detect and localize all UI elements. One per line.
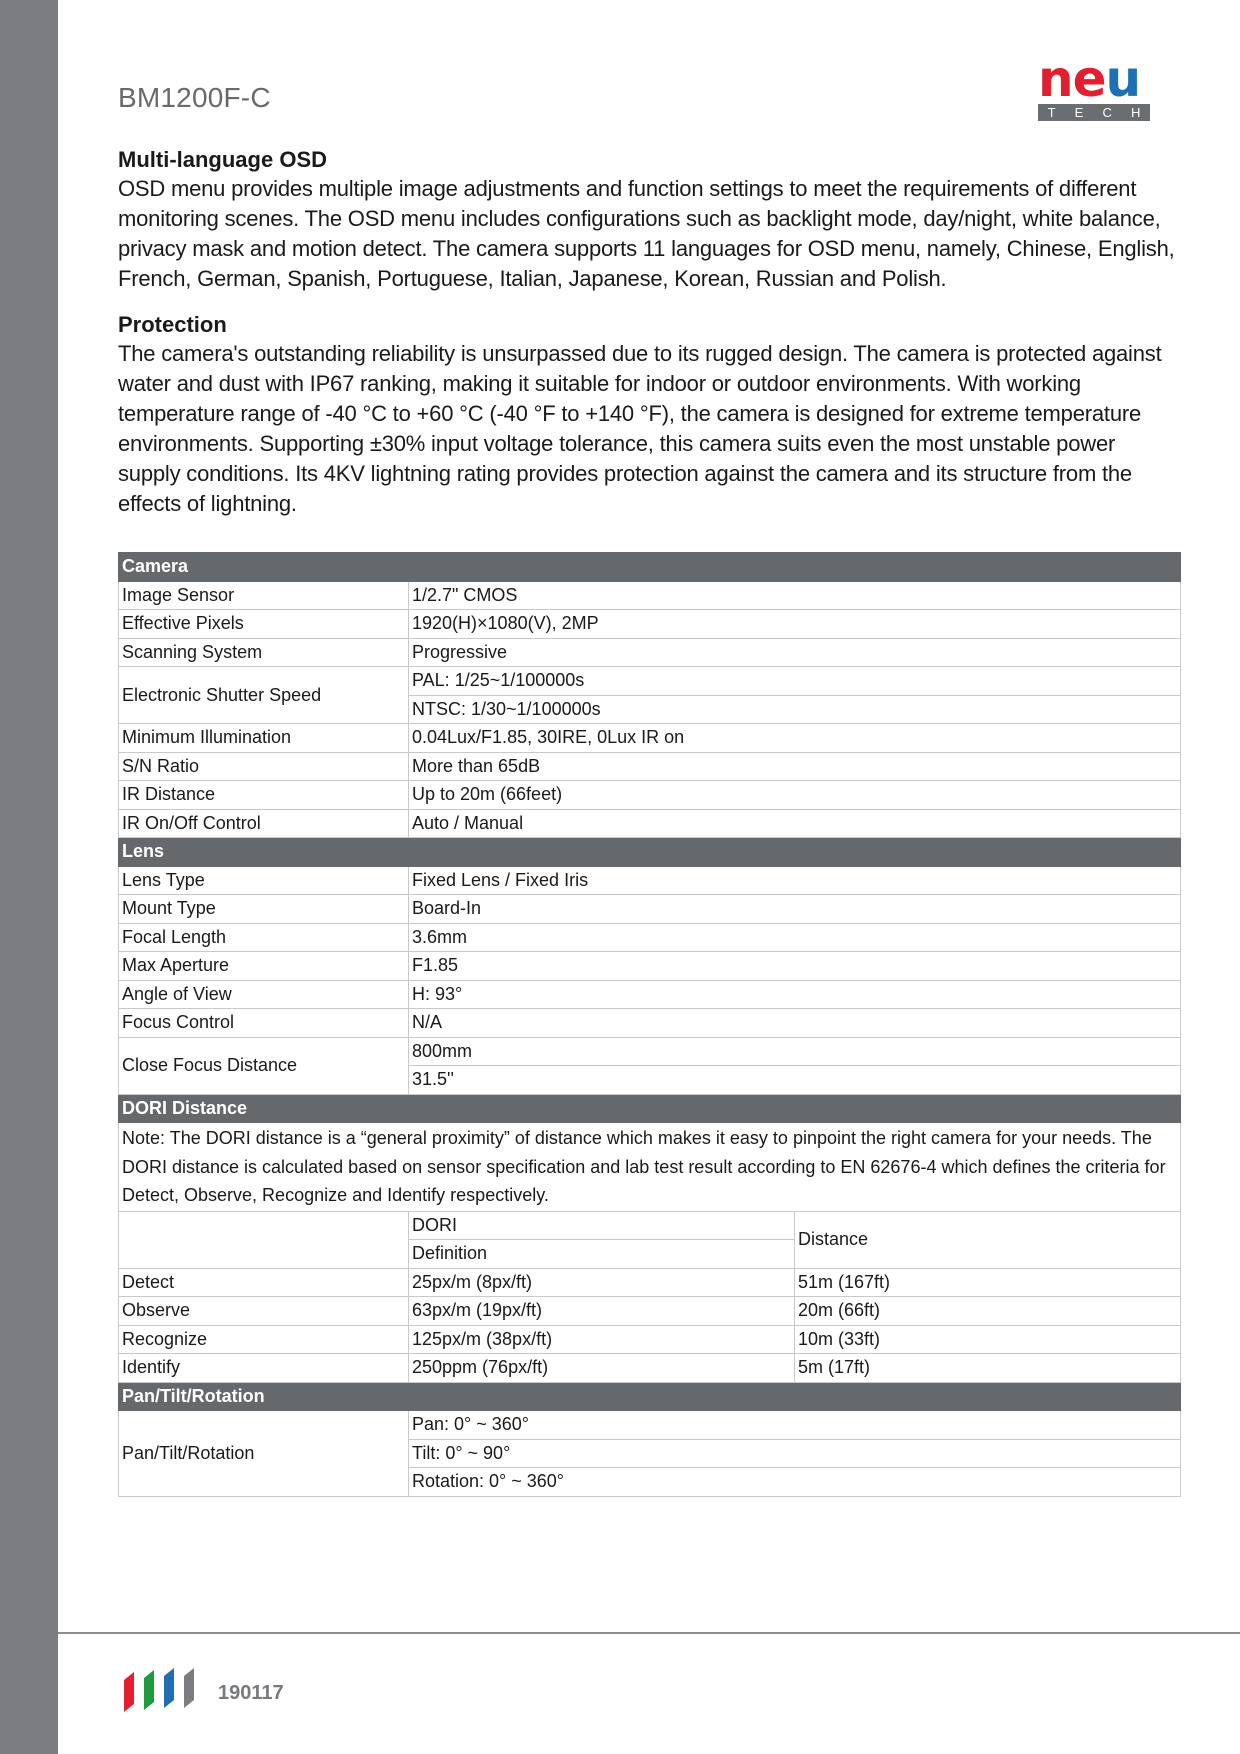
section-header-row bbox=[119, 838, 1181, 867]
spec-row bbox=[119, 610, 1181, 639]
spec-row bbox=[119, 752, 1181, 781]
spec-label: Scanning System bbox=[119, 638, 409, 667]
spec-label: Pan/Tilt/Rotation bbox=[119, 1411, 409, 1497]
spec-value: Auto / Manual bbox=[409, 809, 1181, 838]
dori-level: Recognize bbox=[119, 1325, 409, 1354]
dori-distance: 51m (167ft) bbox=[795, 1268, 1181, 1297]
spec-value: Pan: 0° ~ 360° bbox=[409, 1411, 1181, 1440]
dori-header-row bbox=[119, 1211, 1181, 1240]
section-header-row bbox=[119, 1094, 1181, 1123]
spec-row bbox=[119, 581, 1181, 610]
spec-row bbox=[119, 781, 1181, 810]
logo-stripe-grey bbox=[184, 1668, 194, 1708]
dori-note-row bbox=[119, 1123, 1181, 1212]
logo-stripe-blue bbox=[164, 1668, 174, 1708]
spec-value: Tilt: 0° ~ 90° bbox=[409, 1439, 1181, 1468]
spec-value: Fixed Lens / Fixed Iris bbox=[409, 866, 1181, 895]
spec-value: 800mm bbox=[409, 1037, 1181, 1066]
spec-row bbox=[119, 1037, 1181, 1066]
dori-distance: 10m (33ft) bbox=[795, 1325, 1181, 1354]
spec-row bbox=[119, 895, 1181, 924]
section-header: DORI Distance bbox=[119, 1094, 1181, 1123]
section-header-row bbox=[119, 1382, 1181, 1411]
dori-level: Detect bbox=[119, 1268, 409, 1297]
spec-value: 1920(H)×1080(V), 2MP bbox=[409, 610, 1181, 639]
logo-stripe-green bbox=[144, 1670, 154, 1710]
dori-definition: 125px/m (38px/ft) bbox=[409, 1325, 795, 1354]
spec-value: Board-In bbox=[409, 895, 1181, 924]
spec-value: H: 93° bbox=[409, 980, 1181, 1009]
spec-row bbox=[119, 667, 1181, 696]
spec-label: S/N Ratio bbox=[119, 752, 409, 781]
spec-value: N/A bbox=[409, 1009, 1181, 1038]
spec-label: Close Focus Distance bbox=[119, 1037, 409, 1094]
spec-row bbox=[119, 952, 1181, 981]
footer-divider bbox=[58, 1632, 1240, 1634]
footer-brand-logo bbox=[118, 1668, 204, 1712]
dori-empty-cell bbox=[119, 1211, 409, 1268]
dori-level: Observe bbox=[119, 1297, 409, 1326]
spec-label: Image Sensor bbox=[119, 581, 409, 610]
spec-label: Max Aperture bbox=[119, 952, 409, 981]
logo-letter: T bbox=[1047, 105, 1056, 120]
spec-value: NTSC: 1/30~1/100000s bbox=[409, 695, 1181, 724]
spec-value: F1.85 bbox=[409, 952, 1181, 981]
spec-row bbox=[119, 980, 1181, 1009]
dori-row bbox=[119, 1325, 1181, 1354]
spec-row bbox=[119, 638, 1181, 667]
spec-value: Up to 20m (66feet) bbox=[409, 781, 1181, 810]
spec-label: Angle of View bbox=[119, 980, 409, 1009]
spec-value: 3.6mm bbox=[409, 923, 1181, 952]
logo-letter: C bbox=[1102, 105, 1112, 120]
logo-letter: H bbox=[1131, 105, 1141, 120]
spec-label: Lens Type bbox=[119, 866, 409, 895]
spec-row bbox=[119, 923, 1181, 952]
spec-value: 1/2.7" CMOS bbox=[409, 581, 1181, 610]
logo-stripe-red bbox=[124, 1672, 134, 1712]
dori-row bbox=[119, 1354, 1181, 1383]
dori-distance: 5m (17ft) bbox=[795, 1354, 1181, 1383]
section-body: OSD menu provides multiple image adjustments and function settings to meet the requirements of different monitoring scenes. The OSD menu includes configurations such as backlight mode, day/night, white balance, privacy mask and motion detect. The camera supports 11 languages for OSD menu, namely, Chinese, English, French, German, Spanish, Portuguese, Italian, Japanese, Korean, Russian and Polish. bbox=[118, 176, 1175, 291]
spec-label: Effective Pixels bbox=[119, 610, 409, 639]
spec-value: More than 65dB bbox=[409, 752, 1181, 781]
spec-row bbox=[119, 866, 1181, 895]
spec-row bbox=[119, 809, 1181, 838]
spec-value: Rotation: 0° ~ 360° bbox=[409, 1468, 1181, 1497]
spec-value: PAL: 1/25~1/100000s bbox=[409, 667, 1181, 696]
logo-letter: E bbox=[1074, 105, 1084, 120]
spec-label: Focus Control bbox=[119, 1009, 409, 1038]
dori-note: Note: The DORI distance is a “general proximity” of distance which makes it easy to pinpoint the right camera for your needs. The DORI distance is calculated based on sensor specification and lab test result according to EN 62676-4 which defines the criteria for Detect, Observe, Recognize and Identify respectively. bbox=[119, 1123, 1181, 1212]
spec-value: Progressive bbox=[409, 638, 1181, 667]
section-header: Pan/Tilt/Rotation bbox=[119, 1382, 1181, 1411]
dori-row bbox=[119, 1297, 1181, 1326]
neutech-logo bbox=[1038, 50, 1152, 121]
spec-row bbox=[119, 1411, 1181, 1440]
dori-definition: 25px/m (8px/ft) bbox=[409, 1268, 795, 1297]
spec-label: Focal Length bbox=[119, 923, 409, 952]
spec-label: Minimum Illumination bbox=[119, 724, 409, 753]
spec-row bbox=[119, 724, 1181, 753]
spec-label: Mount Type bbox=[119, 895, 409, 924]
spec-value: 31.5'' bbox=[409, 1066, 1181, 1095]
spec-label: IR On/Off Control bbox=[119, 809, 409, 838]
dori-definition: 250ppm (76px/ft) bbox=[409, 1354, 795, 1383]
spec-value: 0.04Lux/F1.85, 30IRE, 0Lux IR on bbox=[409, 724, 1181, 753]
spec-label: Electronic Shutter Speed bbox=[119, 667, 409, 724]
spec-table bbox=[118, 552, 1181, 1497]
section-header: Lens bbox=[119, 838, 1181, 867]
dori-col-header: DORI bbox=[409, 1211, 795, 1240]
dori-definition: 63px/m (19px/ft) bbox=[409, 1297, 795, 1326]
model-title: BM1200F-C bbox=[118, 82, 271, 113]
section-title: Protection bbox=[118, 312, 227, 337]
left-sidebar-bar bbox=[0, 0, 58, 1754]
logo-wordmark: neu bbox=[1038, 50, 1141, 108]
section-body: The camera's outstanding reliability is unsurpassed due to its rugged design. The camera is protected against water and dust with IP67 ranking, making it suitable for indoor or outdoor environments. With working temperature range of -40 °C to +60 °C (-40 °F to +140 °F), the camera is designed for extreme temperature environments. Supporting ±30% input voltage tolerance, this camera suits even the most unstable power supply conditions. Its 4KV lightning rating provides protection against the camera and its structure from the effects of lightning. bbox=[118, 341, 1162, 516]
distance-col-header: Distance bbox=[795, 1211, 1181, 1268]
dori-level: Identify bbox=[119, 1354, 409, 1383]
section-osd bbox=[118, 146, 1180, 294]
section-header: Camera bbox=[119, 553, 1181, 582]
definition-col-header: Definition bbox=[409, 1240, 795, 1269]
section-header-row bbox=[119, 553, 1181, 582]
dori-distance: 20m (66ft) bbox=[795, 1297, 1181, 1326]
section-title: Multi-language OSD bbox=[118, 147, 327, 172]
spec-row bbox=[119, 1009, 1181, 1038]
spec-label: IR Distance bbox=[119, 781, 409, 810]
section-protection bbox=[118, 311, 1180, 519]
document-code: 190117 bbox=[218, 1682, 284, 1704]
dori-row bbox=[119, 1268, 1181, 1297]
